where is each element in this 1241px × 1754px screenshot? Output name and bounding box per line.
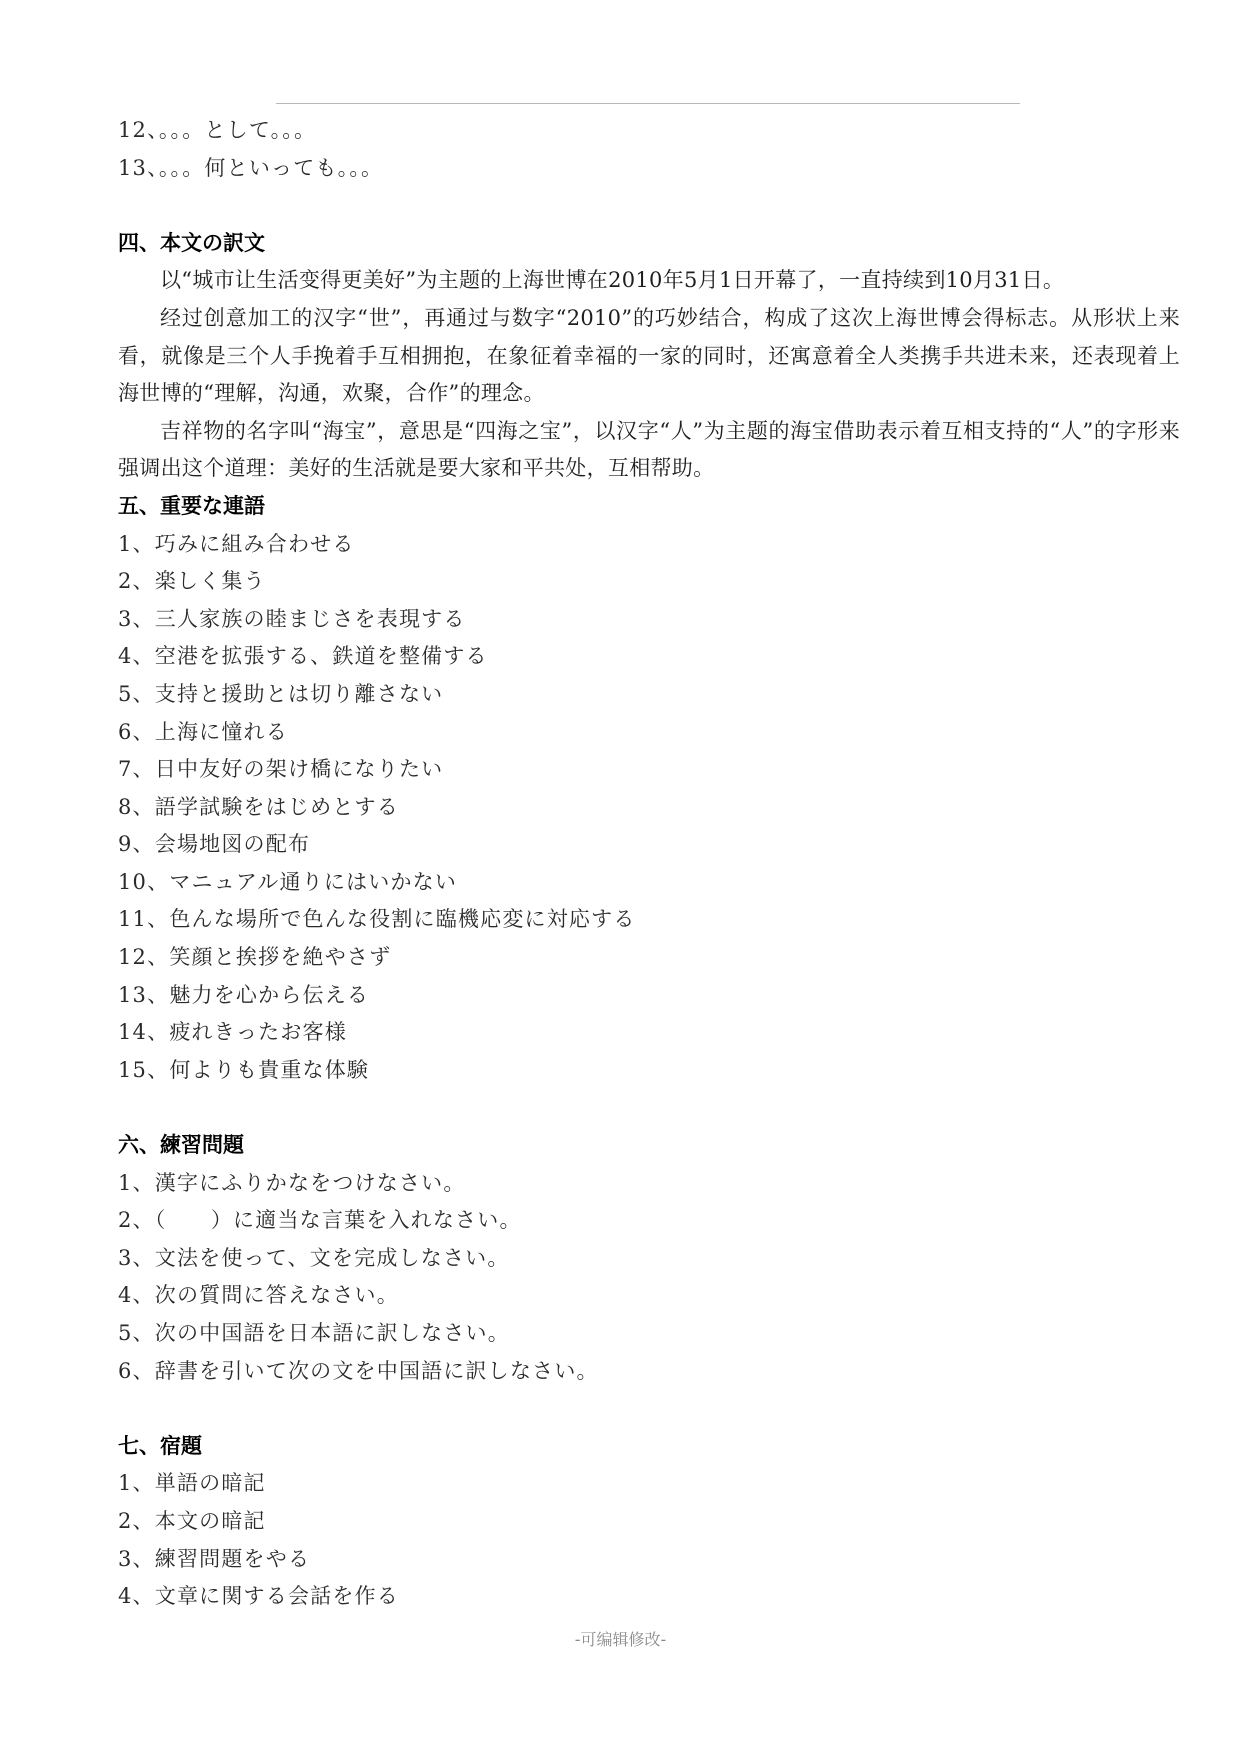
- grammar-item: 13、。。。何といっても。。。: [118, 155, 384, 180]
- exercise-item: 1、漢字にふりかなをつけなさい。: [118, 1170, 466, 1195]
- phrase-item: 14、疲れきったお客様: [118, 1020, 347, 1045]
- phrase-item: 15、何よりも貴重な体験: [118, 1057, 370, 1082]
- phrase-item: 6、上海に憧れる: [118, 719, 288, 744]
- phrase-item: 11、色んな場所で色んな役割に臨機応変に対応する: [118, 907, 636, 932]
- phrase-item: 5、支持と援助とは切り離さない: [118, 681, 444, 706]
- spacer: [118, 1390, 1180, 1428]
- section-heading-translation: 四、本文の訳文: [118, 230, 265, 255]
- exercise-item: 2、（ ）に適当な言葉を入れなさい。: [118, 1208, 522, 1233]
- translation-paragraph: 经过创意加工的汉字“世”，再通过与数字“2010”的巧妙结合，构成了这次上海世博会得标志。从形状上来看，就像是三个人手挽着手互相拥抱，在象征着幸福的一家的同时，还寓意着全人类携手共进未来，还表现着上海世博的“理解，沟通，欢聚，合作”的理念。: [118, 305, 1180, 406]
- document-page: [118, 112, 1180, 1616]
- phrase-item: 3、三人家族の睦まじさを表現する: [118, 606, 466, 631]
- homework-item: 4、文章に関する会話を作る: [118, 1584, 399, 1609]
- phrase-item: 7、日中友好の架け橋になりたい: [118, 757, 444, 782]
- exercise-item: 6、辞書を引いて次の文を中国語に訳しなさい。: [118, 1358, 599, 1383]
- phrase-item: 8、語学試験をはじめとする: [118, 794, 399, 819]
- phrase-item: 12、笑顔と挨拶を絶やさず: [118, 945, 392, 970]
- section-heading-exercises: 六、練習問題: [118, 1133, 244, 1158]
- phrase-item: 2、楽しく集う: [118, 569, 266, 594]
- spacer: [118, 187, 1180, 225]
- phrase-item: 13、魅力を心から伝える: [118, 982, 370, 1007]
- homework-item: 1、単語の暗記: [118, 1471, 266, 1496]
- section-heading-homework: 七、宿題: [118, 1433, 202, 1458]
- homework-item: 2、本文の暗記: [118, 1508, 266, 1533]
- section-heading-phrases: 五、重要な連語: [118, 493, 265, 518]
- exercise-item: 4、次の質問に答えなさい。: [118, 1283, 399, 1308]
- header-rule: [276, 103, 1020, 104]
- phrase-item: 1、巧みに組み合わせる: [118, 531, 355, 556]
- phrase-item: 9、会場地図の配布: [118, 832, 311, 857]
- grammar-item: 12、。。。として。。。: [118, 118, 317, 142]
- translation-paragraph: 吉祥物的名字叫“海宝”，意思是“四海之宝”，以汉字“人”为主题的海宝借助表示着互相支持的“人”的字形来强调出这个道理：美好的生活就是要大家和平共处，互相帮助。: [118, 418, 1180, 481]
- exercise-item: 5、次の中国語を日本語に訳しなさい。: [118, 1321, 510, 1345]
- exercise-item: 3、文法を使って、文を完成しなさい。: [118, 1245, 510, 1270]
- homework-item: 3、練習問題をやる: [118, 1546, 311, 1571]
- translation-paragraph: 以“城市让生活变得更美好”为主题的上海世博在2010年5月1日开幕了，一直持续到10月31日。: [160, 268, 1065, 293]
- spacer: [118, 1089, 1180, 1127]
- phrase-item: 10、マニュアル通りにはいかない: [118, 869, 458, 894]
- phrase-item: 4、空港を拡張する、鉄道を整備する: [118, 644, 488, 669]
- page-footer: -可编辑修改-: [574, 1630, 667, 1649]
